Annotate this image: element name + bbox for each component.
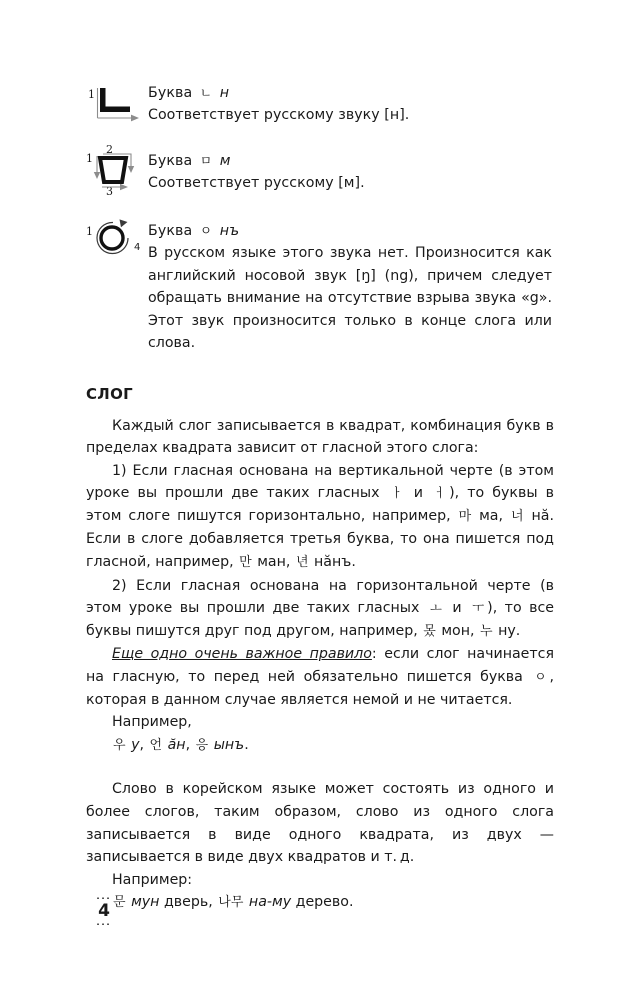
example-label-1: Например, (112, 714, 192, 731)
page-number: 4 (98, 901, 110, 921)
sep-1: , (139, 736, 149, 753)
syllable-neo: 너 (510, 508, 524, 524)
vowel-glyph-o: ㅗ (429, 600, 442, 616)
letter-entry-nieun (86, 82, 554, 128)
translit-mon: мон (441, 622, 470, 639)
folio-dots-bottom: ··· (96, 920, 112, 929)
syllable-ma: 마 (458, 508, 472, 524)
page-folio (84, 895, 124, 928)
translit-man: ман (257, 554, 286, 571)
letter-translit-nieun: н (219, 85, 230, 101)
letter-text-nieun (148, 82, 554, 126)
syllable-eung: 응 (195, 737, 209, 753)
word-namu: 나무 (218, 895, 244, 911)
letter-label: Буква (148, 85, 193, 101)
rule1-part-a: 1) Если гласная основана на вертикальной черте (в этом уроке вы прошли две таких гласных (86, 462, 554, 502)
rule2-part-b: ), то все буквы пишутся друг под другом, например, (86, 600, 554, 639)
sep-4: , (208, 894, 218, 911)
syllable-mon: 몼 (423, 623, 436, 639)
syllable-u: 우 (113, 737, 126, 753)
translit-mun: мун (131, 894, 160, 911)
syllable-man: 만 (239, 555, 252, 571)
svg-text:1: 1 (86, 225, 93, 238)
svg-text:1: 1 (86, 152, 93, 165)
letter-text-mieum (148, 150, 554, 194)
letter-entry-mieum (86, 143, 554, 198)
letter-entry-ieung (86, 220, 554, 355)
translit-namu: на-му (248, 894, 292, 911)
letter-text-ieung (134, 220, 554, 355)
syllable-nyeon: 년 (295, 555, 309, 571)
rule2-part-c: . (515, 622, 521, 639)
rule2-conj: и (444, 600, 470, 617)
syllable-nu: 누 (480, 623, 493, 639)
stroke-diagram-nieun (86, 82, 158, 134)
section-heading-slog: СЛОГ (86, 384, 133, 403)
translit-eon: ӑн (167, 736, 186, 753)
paragraph-intro: Каждый слог записывается в квадрат, комбинация букв в пределах квадрата зависит от гласной этого слога: (86, 417, 554, 457)
syllable-eon: 언 (149, 737, 163, 753)
paragraph-rule-3 (86, 643, 554, 711)
rule1-conj: и (405, 485, 432, 502)
letter-title-ieung (148, 220, 554, 242)
sep-3: . (244, 736, 249, 753)
page-content (86, 82, 554, 915)
sep-2: , (185, 736, 195, 753)
vowel-glyph-eo: ㅓ (434, 485, 447, 501)
svg-text:2: 2 (106, 143, 113, 156)
sep-5: . (348, 894, 354, 911)
rule2-part-a: 2) Если гласная основана на горизонтальной черте (в этом уроке вы прошли две таких гласных (86, 577, 554, 617)
stroke-diagram-mieum (86, 142, 158, 198)
folio-dots-top: ··· (96, 894, 112, 903)
letter-label: Буква (148, 223, 193, 239)
letter-title-nieun (148, 82, 554, 104)
rule1-part-b: ), то буквы в этом слоге пишутся горизонтально, например, (86, 485, 554, 524)
letter-translit-ieung: нъ (219, 223, 240, 239)
gloss-mun: дверь (163, 894, 209, 911)
jamo-glyph-ieung: ㅇ (199, 223, 213, 238)
jamo-glyph-mieum: ㅁ (199, 153, 213, 168)
translit-nyeon: нӑнъ (314, 554, 352, 571)
letter-description-ieung: В русском языке этого звука нет. Произносится как английский носовой звук [ŋ] (ng), причем следует обращать внимание на отсутствие взрыва звука «g». Этот звук произносится только в конце слога или слова. (148, 245, 552, 351)
translit-neo: нӑ (531, 507, 550, 524)
translit-ma: ма (479, 507, 499, 524)
footnote-marker-4: 4 (134, 242, 141, 253)
paragraph-rule-2: 2) Если гласная основана на горизонтальной черте (в этом уроке вы прошли две таких гласных ㅗ и ㅜ ), то все буквы пишутся друг под другом, например, 몼 мон, 누 ну. (86, 577, 554, 639)
example-items-2 (86, 891, 554, 915)
paragraph-rule-1: 1) Если гласная основана на вертикальной черте (в этом уроке вы прошли две таких гласных ㅏ и ㅓ ), то буквы в этом слоге пишутся горизонтально, например, 마 ма, 너 нӑ. Если в слоге добавляется третья буква, то она пишется под гласной, например, 만 ман, 년 нӑнъ. (86, 462, 554, 571)
letter-description-nieun: Соответствует русскому звуку [н]. (148, 107, 410, 123)
vowel-glyph-u: ㅜ (472, 600, 485, 616)
rule3-part-a: : если слог начинается на гласную, то перед ней обязательно пишется буква (86, 646, 554, 686)
translit-eung: ынъ (213, 736, 245, 753)
example-items-1 (86, 734, 554, 758)
syllable-mun: 문 (113, 895, 126, 911)
jamo-glyph-nieun: ㄴ (199, 85, 213, 100)
rule1-part-c: . Если в слоге добавляется третья буква, то она пишется под гласной, например, (86, 507, 554, 571)
jamo-glyph-ieung-inline: ㅇ (534, 669, 547, 685)
letter-description-mieum: Соответствует русскому [м]. (148, 175, 365, 191)
example-label-2: Например: (112, 871, 193, 888)
letter-translit-mieum: м (219, 153, 231, 169)
letter-title-mieum (148, 150, 554, 172)
rule3-part-b: , которая в данном случае является немой и не читается. (86, 669, 554, 708)
translit-u: у (131, 736, 140, 753)
vowel-glyph-a: ㅏ (390, 485, 403, 501)
rule3-emphasis: Еще одно очень важное правило (112, 646, 372, 663)
paragraph-word-structure: Слово в корейском языке может состоять из одного и более слогов, таким образом, слово из одного слога записывается в виде одного квадрата, из двух — записывается в виде двух квадратов и т. д. (86, 781, 554, 866)
letter-label: Буква (148, 153, 193, 169)
svg-text:1: 1 (88, 88, 95, 101)
translit-nu: ну (498, 622, 516, 639)
svg-text:3: 3 (106, 185, 113, 198)
gloss-namu: дерево (295, 894, 349, 911)
